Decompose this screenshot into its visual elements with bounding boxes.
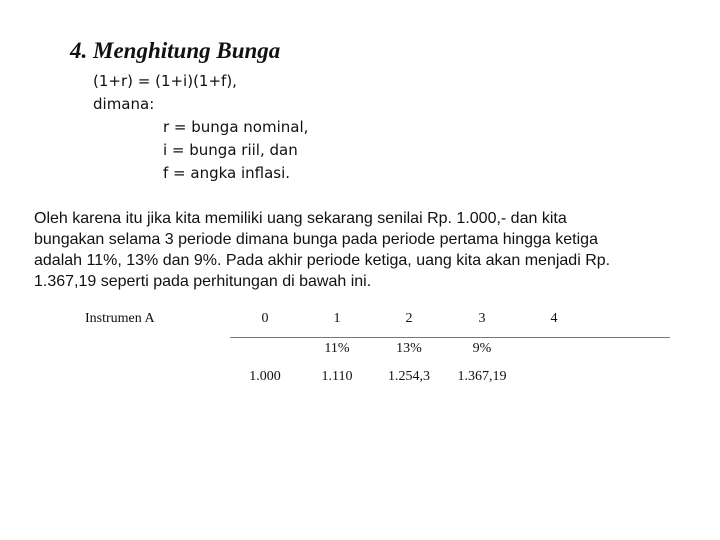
explanation-paragraph — [34, 208, 704, 292]
formula-equation: (1+r) = (1+i)(1+f), — [93, 72, 237, 90]
paragraph-line: Oleh karena itu jika kita memiliki uang sekarang senilai Rp. 1.000,- dan kita — [34, 210, 567, 227]
period-header-4: 4 — [550, 311, 558, 326]
paragraph-line: bungakan selama 3 periode dimana bunga pada periode pertama hingga ketiga — [34, 231, 598, 248]
period-header-2: 2 — [405, 311, 413, 326]
paragraph-line: 1.367,19 seperti pada perhitungan di bawah ini. — [34, 273, 372, 290]
table-divider — [230, 337, 670, 338]
value-period-0: 1.000 — [249, 369, 281, 384]
period-header-1: 1 — [333, 311, 341, 326]
definition-f: f = angka inflasi. — [163, 164, 291, 182]
period-header-3: 3 — [478, 311, 486, 326]
definition-i: i = bunga riil, dan — [163, 141, 298, 159]
period-header-0: 0 — [261, 311, 269, 326]
rate-period-3: 9% — [472, 341, 492, 356]
section-heading: 4. Menghitung Bunga — [70, 38, 281, 63]
rate-period-2: 13% — [396, 341, 422, 356]
paragraph-line: adalah 11%, 13% dan 9%. Pada akhir periode ketiga, uang kita akan menjadi Rp. — [34, 252, 611, 269]
rate-period-1: 11% — [324, 341, 350, 356]
instrument-label: Instrumen A — [85, 311, 155, 326]
value-period-3: 1.367,19 — [457, 369, 507, 384]
formula-where-label: dimana: — [93, 95, 155, 113]
formula-block — [93, 70, 308, 185]
value-period-2: 1.254,3 — [388, 369, 430, 384]
value-period-1: 1.110 — [321, 369, 353, 384]
definition-r: r = bunga nominal, — [163, 118, 309, 136]
